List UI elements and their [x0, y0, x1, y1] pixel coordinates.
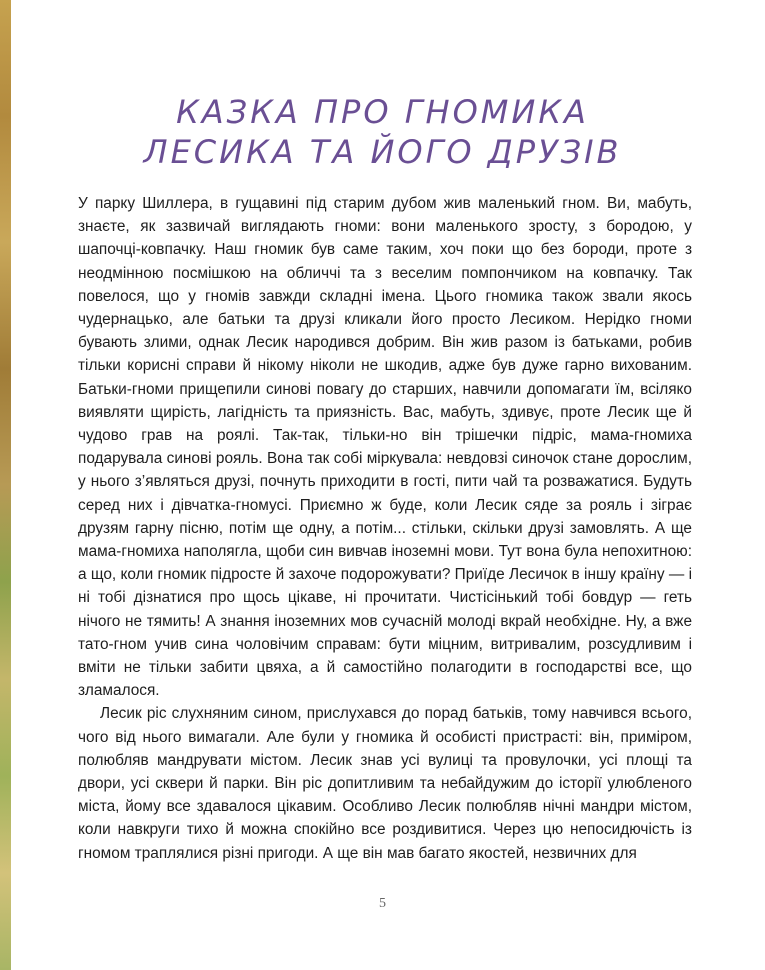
page-title — [0, 92, 765, 172]
paragraph-1: У парку Шиллера, в гущавині під старим дубом жив маленький гном. Ви, мабуть, знаєте, як зазвичай виглядають гноми: вони маленького зросту, з бородою, у шапочці-ковпачку. Наш гномик був саме таким, хоч поки що без бороди, проте з неодмінною посмішкою на обличчі та з веселим помпончиком на ковпачку. Так повелося, що у гномів завжди складні імена. Цього гномика також звали якось чудернацько, але батьки та друзі кликали його просто Лесиком. Нерідко гноми бувають злими, однак Лесик народився добрим. Він жив разом із батьками, робив тільки корисні справи й нікому ніколи не шкодив, адже був дуже гарно вихованим. Батьки-гноми прищепили синові повагу до старших, навчили допомагати їм, всіляко виявляти щирість, лагідність та приязність. Вас, мабуть, здивує, проте Лесик ще й чудово грав на роялі. Так-так, тільки-но він трішечки підріс, мама-гномиха подарувала синові рояль. Вона так собі міркувала: невдовзі синочок стане дорослим, у нього з’являться друзі, почнуть приходити в гості, пити чай та розважатися. Будуть серед них і дівчатка-гномусі. Приємно ж буде, коли Лесик сяде за рояль і зіграє друзям гарну пісню, потім ще одну, а потім... стільки, скільки друзі замовлять. А ще мама-гномиха наполягла, щоби син вивчав іноземні мови. Тут вона була непохитною: а що, коли гномик підросте й захоче подорожувати? Приїде Лесичок в іншу країну — і ні тобі дізнатися про щось цікаве, ні прочитати. Чистісінький тобі бовдур — геть нічого не тямить! А знання іноземних мов сучасній молоді вкрай необхідне. Ну, а вже тато-гном учив сина чоловічим справам: бути міцним, витривалим, розсудливим і вміти не тільки забити цвяха, а й самостійно полагодити в господарстві все, що зламалося. — [78, 195, 692, 700]
paragraph-2: Лесик ріс слухняним сином, прислухався до порад батьків, тому навчився всього, чого від нього вимагали. Але були у гномика й особисті пристрасті: він, приміром, полюбляв мандрувати містом. Лесик знав усі вулиці та провулочки, усі площі та двори, усі сквери й парки. Він ріс допитливим та небайдужим до історії улюбленого міста, йому все здавалося цікавим. Особливо Лесик полюбляв нічні мандри містом, коли навкруги тихо й можна спокійно все роздивитися. Через цю непосидючість із гномом траплялися різні пригоди. А ще він мав багато якостей, незвичних для — [78, 705, 692, 862]
story-text — [78, 192, 692, 865]
title-line-1: КАЗКА ПРО ГНОМИКА — [176, 93, 589, 131]
title-line-2: ЛЕСИКА ТА ЙОГО ДРУЗІВ — [143, 133, 622, 171]
page-number: 5 — [379, 896, 386, 911]
